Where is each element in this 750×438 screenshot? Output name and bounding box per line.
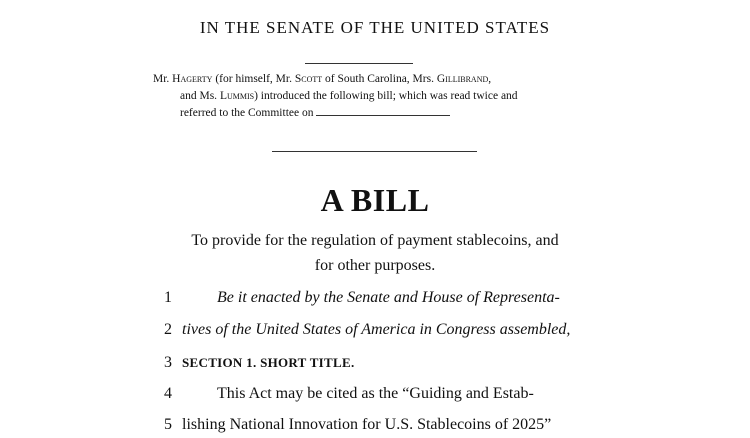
line-number: 1 [164, 289, 172, 306]
intro-text: Mr. [153, 73, 173, 85]
intro-text: of South Carolina, Mrs. [322, 73, 437, 85]
intro-text: and Ms. [180, 90, 220, 102]
intro-line-1 [153, 71, 603, 88]
section-text: lishing National Innovation for U.S. Stablecoins of 2025” [182, 416, 552, 433]
line-number: 2 [164, 321, 172, 338]
line-number: 5 [164, 416, 172, 433]
enacting-clause: Be it enacted by the Senate and House of Representa- [217, 289, 560, 306]
intro-line-2 [153, 88, 603, 105]
cosponsor-name: Scott [294, 73, 323, 85]
chamber-heading: IN THE SENATE OF THE UNITED STATES [199, 18, 551, 37]
sponsor-name: Hagerty [172, 73, 213, 85]
header-divider [305, 63, 413, 64]
intro-text: , [488, 73, 492, 85]
enacting-clause: tives of the United States of America in Congress assembled, [182, 321, 571, 338]
bill-line-2 [0, 317, 750, 343]
bill-title: A BILL [320, 182, 430, 218]
intro-line-3 [153, 105, 603, 122]
introduction-paragraph [153, 71, 603, 122]
bill-line-4 [0, 381, 750, 407]
line-number: 3 [164, 354, 172, 371]
section-heading: SECTION 1. SHORT TITLE. [182, 355, 355, 370]
purpose-line-2: for other purposes. [314, 257, 436, 274]
cosponsor-name: Lummis [219, 90, 255, 102]
intro-text: referred to the Committee on [180, 107, 317, 119]
line-number: 4 [164, 385, 172, 402]
section-divider [272, 151, 477, 152]
intro-text: ) introduced the following bill; which was read twice and [254, 90, 518, 102]
section-text: This Act may be cited as the “Guiding and Estab- [217, 385, 534, 402]
bill-line-5 [0, 412, 750, 438]
bill-line-1 [0, 285, 750, 311]
bill-purpose [150, 228, 600, 278]
committee-blank [316, 105, 450, 116]
cosponsor-name: Gillibrand [436, 73, 489, 85]
bill-line-3 [0, 350, 750, 376]
purpose-line-1: To provide for the regulation of payment stablecoins, and [191, 232, 559, 249]
intro-text: (for himself, Mr. [212, 73, 295, 85]
